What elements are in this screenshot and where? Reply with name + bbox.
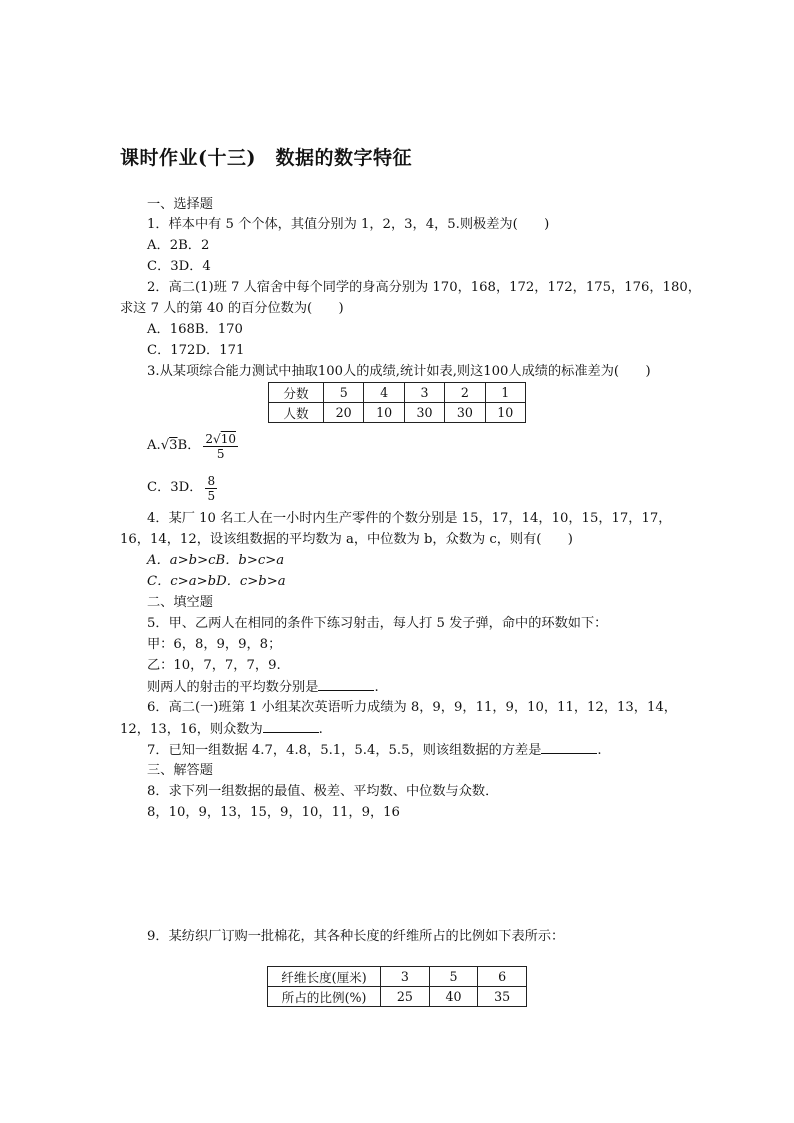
table-cell: 30: [445, 403, 485, 423]
q5-question: [147, 678, 379, 697]
section-heading-fill: 二、填空题: [147, 595, 213, 610]
q7-end: .: [597, 743, 602, 758]
q4-stem-line1: 4．某厂 10 名工人在一小时内生产零件的个数分别是 15，17，14，10，15，17，17，: [147, 511, 672, 526]
section-heading-solve: 三、解答题: [147, 763, 213, 778]
table-cell: 人数: [269, 403, 324, 423]
table-cell: 2: [445, 383, 485, 403]
table-cell: 10: [485, 403, 525, 423]
table-cell: 30: [404, 403, 444, 423]
table-row: [268, 987, 527, 1007]
q9-stem: 9．某纺织厂订购一批棉花，其各种长度的纤维所占的比例如下表所示：: [147, 929, 565, 944]
score-table: [268, 382, 526, 423]
q1-options-cd: C．3D．4: [147, 259, 211, 274]
table-cell: 所占的比例(%): [268, 987, 381, 1007]
q5-data-yi: 乙：10，7，7，7，9.: [147, 658, 281, 673]
answer-blank[interactable]: [318, 678, 374, 691]
q6-end: .: [318, 722, 323, 737]
q3-option-b-prefix: B．: [177, 438, 201, 453]
q3-option-d-fraction: [205, 474, 217, 503]
q6-ask-text: 12，13，16，则众数为: [120, 722, 263, 737]
q1-stem: 1．样本中有 5 个个体，其值分别为 1，2，3，4，5.则极差为( ): [147, 217, 550, 232]
q6-stem-line1: 6．高二(一)班第 1 小组某次英语听力成绩为 8，9，9，11，9，10，11，12，13，14，: [147, 700, 677, 715]
q3-option-cd-prefix: C．3D．: [147, 480, 203, 495]
fraction-denominator: 5: [207, 488, 216, 503]
table-cell: 5: [429, 967, 478, 987]
section-heading-choice: 一、选择题: [147, 197, 213, 212]
table-row: [269, 403, 526, 423]
q3-option-a-radicand: 3: [169, 438, 178, 453]
table-cell: 20: [324, 403, 364, 423]
q1-options-ab: A．2B．2: [147, 238, 210, 253]
q2-options-ab: A．168B．170: [147, 322, 243, 337]
table-cell: 6: [478, 967, 527, 987]
q7-stem: [147, 741, 602, 760]
q5-end: .: [374, 680, 379, 695]
table-cell: 5: [324, 383, 364, 403]
table-row: [268, 967, 527, 987]
q8-stem: 8．求下列一组数据的最值、极差、平均数、中位数与众数．: [147, 784, 499, 799]
q3-options-cd: [147, 470, 217, 506]
table-cell: 4: [364, 383, 404, 403]
table-cell: 40: [429, 987, 478, 1007]
q5-data-jia: 甲：6，8，9，9，8；: [147, 637, 282, 652]
table-cell: 纤维长度(厘米): [268, 967, 381, 987]
table-cell: 分数: [269, 383, 324, 403]
q3-option-b-fraction: [203, 432, 238, 461]
answer-blank[interactable]: [541, 741, 597, 754]
q3-option-a-prefix: A.: [147, 438, 161, 453]
q4-stem-line2: 16，14，12，设该组数据的平均数为 a，中位数为 b，众数为 c，则有( ): [120, 532, 573, 547]
q2-stem-line1: 2．高二(1)班 7 人宿舍中每个同学的身高分别为 170，168，172，172，175，176，180，: [147, 280, 701, 295]
page-title: 课时作业(十三) 数据的数字特征: [120, 147, 412, 169]
fraction-numerator: 2√10: [205, 431, 236, 446]
fiber-table: [267, 966, 527, 1007]
answer-blank[interactable]: [263, 720, 319, 733]
table-cell: 3: [404, 383, 444, 403]
sqrt-symbol: √: [160, 438, 170, 453]
table-row: [269, 383, 526, 403]
q8-data: 8，10，9，13，15，9，10，11，9，16: [147, 805, 400, 820]
q5-ask-text: 则两人的射击的平均数分别是: [147, 680, 319, 695]
table-cell: 10: [364, 403, 404, 423]
q3-stem: 3.从某项综合能力测试中抽取100人的成绩,统计如表,则这100人成绩的标准差为( ): [147, 364, 651, 379]
fraction-denominator: 5: [216, 446, 225, 461]
q4-options-ab: A．a>b>cB．b>c>a: [147, 553, 285, 568]
q2-stem-line2: 求这 7 人的第 40 的百分位数为( ): [120, 301, 344, 316]
table-cell: 3: [381, 967, 430, 987]
q3-options-ab: [147, 428, 238, 464]
q5-stem: 5．甲、乙两人在相同的条件下练习射击，每人打 5 发子弹，命中的环数如下：: [147, 616, 608, 631]
q2-options-cd: C．172D．171: [147, 343, 245, 358]
table-cell: 1: [485, 383, 525, 403]
table-cell: 25: [381, 987, 430, 1007]
q6-stem-line2: [120, 720, 323, 739]
fraction-numerator: 8: [207, 473, 216, 488]
q7-ask-text: 7．已知一组数据 4.7，4.8，5.1，5.4，5.5，则该组数据的方差是: [147, 743, 542, 758]
q4-options-cd: C．c>a>bD．c>b>a: [147, 574, 286, 589]
table-cell: 35: [478, 987, 527, 1007]
